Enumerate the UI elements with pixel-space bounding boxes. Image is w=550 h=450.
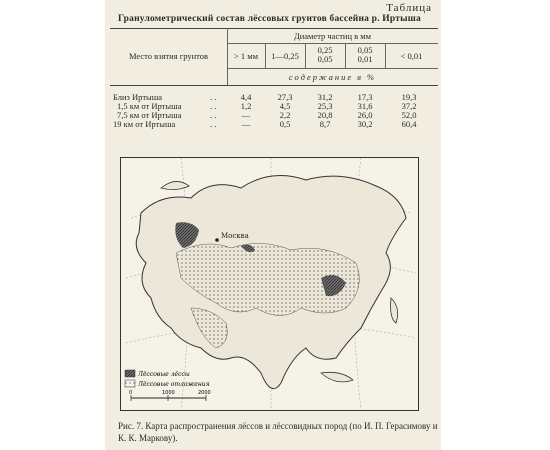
row-value: 60,4: [401, 119, 417, 129]
legend-label: Лёссовые лёссы: [138, 371, 190, 378]
city-label: Москва: [221, 232, 249, 240]
scale-label: 1000: [162, 390, 175, 396]
table-title: Гранулометрический состав лёссовых грунтов бассейна р. Иртыша: [118, 14, 421, 24]
row-value: 26,0: [357, 110, 373, 120]
row-value: 31,6: [357, 101, 373, 111]
row-value: 20,8: [317, 110, 333, 120]
subheader: 0,05 0,01: [357, 45, 373, 64]
row-value: 17,3: [357, 92, 373, 102]
row-value: —: [241, 110, 251, 120]
island: [161, 181, 189, 189]
table-top-rule: [110, 28, 438, 29]
moscow-marker: [215, 238, 219, 242]
row-value: 52,0: [401, 110, 417, 120]
row-place: 7,5 км от Иртыша: [117, 110, 182, 120]
row-value: 2,2: [279, 110, 291, 120]
subheader: > 1 мм: [233, 51, 259, 61]
row-dots: . .: [210, 119, 217, 129]
row-dots: . .: [210, 92, 217, 102]
subheader: < 0,01: [400, 51, 423, 61]
row-value: 19,3: [401, 92, 417, 102]
table-label: Таблица: [386, 2, 432, 14]
row-value: 4,5: [279, 101, 291, 111]
row-place: 19 км от Иртыша: [113, 119, 176, 129]
row-place: 1,5 км от Иртыша: [117, 101, 182, 111]
map-figure: [120, 157, 419, 411]
row-value: —: [241, 119, 251, 129]
row-value: 0,5: [279, 119, 291, 129]
col-group-header: Диаметр частиц в мм: [293, 31, 372, 41]
scale-label: 2000: [198, 390, 211, 396]
row-value: 1,2: [240, 101, 252, 111]
legend-swatch-deposits: [125, 380, 135, 387]
row-place: Близ Иртыша: [113, 92, 163, 102]
place-header: Место взятия грунтов: [128, 51, 209, 61]
content-header: содержание в %: [288, 72, 377, 82]
row-dots: . .: [210, 101, 217, 111]
eurasia-map: [121, 158, 418, 410]
row-value: 27,3: [277, 92, 293, 102]
row-value: 30,2: [357, 119, 373, 129]
row-value: 31,2: [317, 92, 333, 102]
row-value: 37,2: [401, 101, 417, 111]
legend-label: Лёссовые отложения: [138, 381, 210, 388]
row-dots: . .: [210, 110, 217, 120]
figure-caption: Рис. 7. Карта распространения лёссов и лёссовидных пород (по И. П. Герасимову и К. К. Маркову).: [118, 421, 438, 443]
island: [321, 372, 353, 382]
subheader-rule: [227, 43, 438, 44]
subheader: 0,25 0,05: [317, 45, 333, 64]
scale-label: 0: [129, 390, 133, 396]
row-value: 8,7: [319, 119, 331, 129]
japan-island: [391, 298, 398, 323]
row-value: 25,3: [317, 101, 333, 111]
row-value: 4,4: [240, 92, 252, 102]
legend-swatch-loess: [125, 370, 135, 377]
table-header-rule: [110, 85, 438, 86]
content-header-rule: [227, 68, 438, 69]
subheader: 1—0,25: [271, 51, 299, 61]
